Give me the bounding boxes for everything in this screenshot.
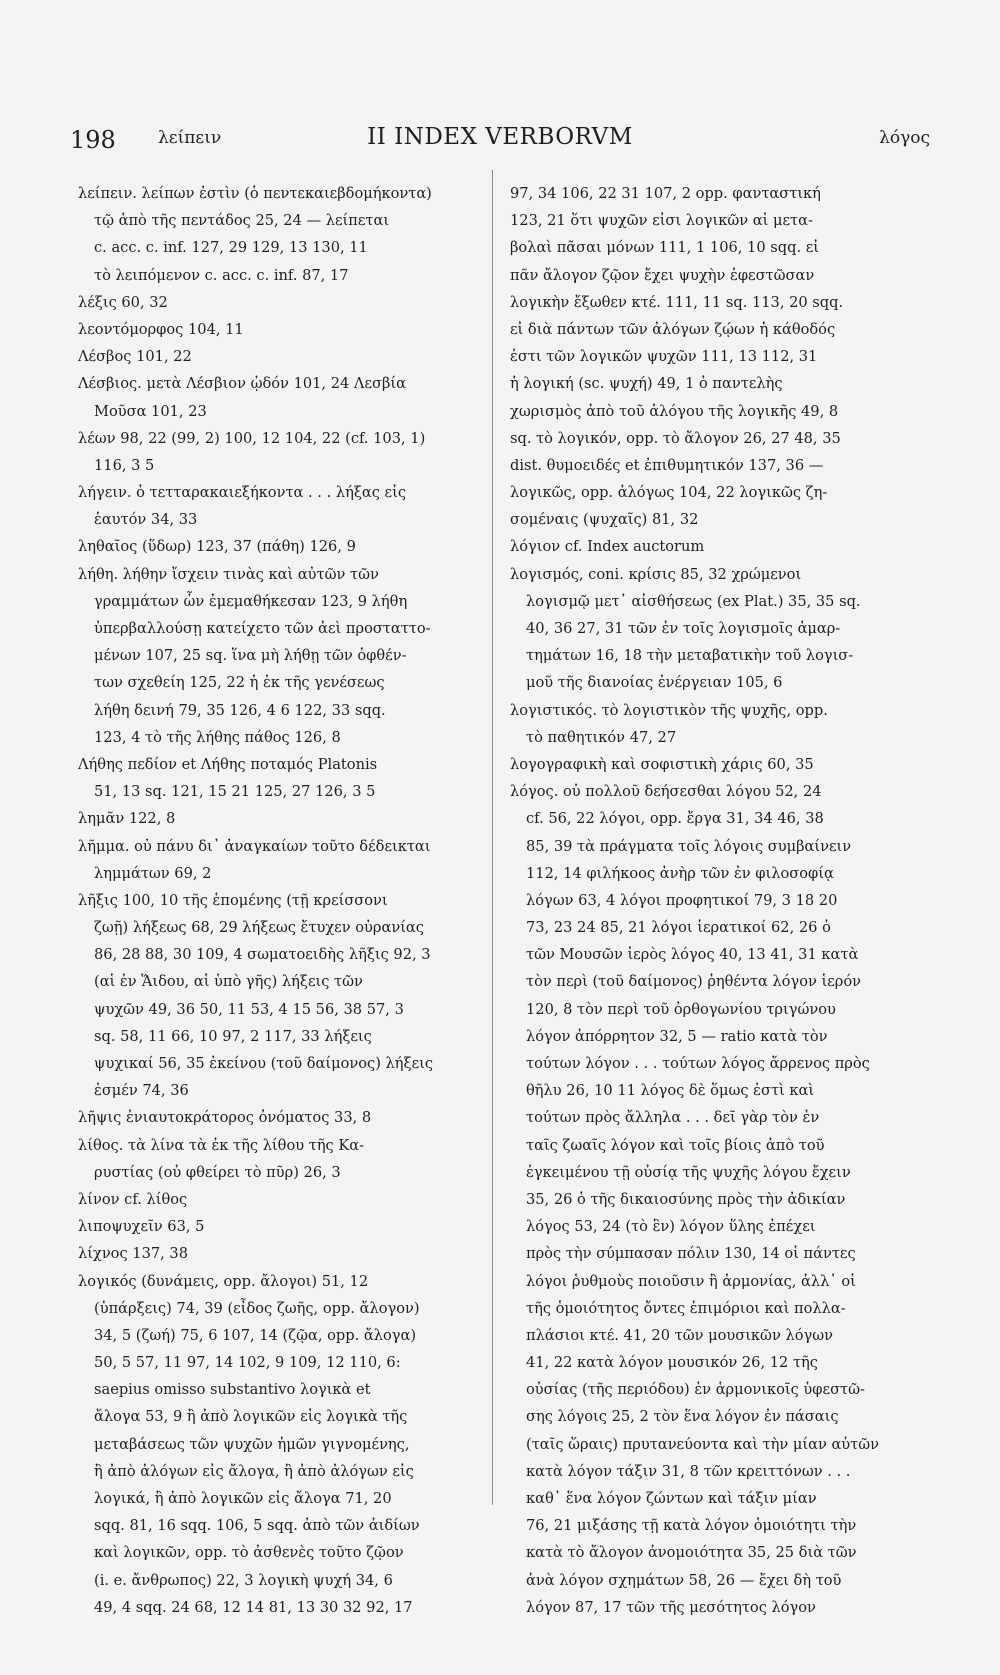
index-line: λίνον cf. λίθος <box>78 1190 188 1208</box>
index-line: 34, 5 (ζωή) 75, 6 107, 14 (ζῷα, opp. ἄλογα) <box>94 1326 417 1344</box>
index-line: λόγιον cf. Index auctorum <box>510 538 705 556</box>
index-line: τούτων λόγον . . . τούτων λόγος ἄρρενος πρὸς <box>526 1055 870 1072</box>
index-line: ρυστίας (οὐ φθείρει τὸ πῦρ) 26, 3 <box>94 1163 341 1181</box>
index-line: λίχνος 137, 38 <box>78 1245 188 1263</box>
index-line: τὸ λειπόμενον c. acc. c. inf. 87, 17 <box>94 266 349 284</box>
index-line: 123, 4 τὸ τῆς λήθης πάθος 126, 8 <box>94 728 341 746</box>
index-line: ψυχῶν 49, 36 50, 11 53, 4 15 56, 38 57, 3 <box>94 1000 404 1018</box>
index-line: λογικά, ἢ ἀπὸ λογικῶν εἰς ἄλογα 71, 20 <box>94 1490 392 1507</box>
column-divider <box>492 170 493 1505</box>
index-line: λημμάτων 69, 2 <box>94 864 212 882</box>
index-line: λόγον ἀπόρρητον 32, 5 — ratio κατὰ τὸν <box>526 1027 828 1045</box>
index-line: (αἱ ἐν Ἅιδου, αἱ ὑπὸ γῆς) λήξεις τῶν <box>94 973 363 991</box>
index-line: τὸ παθητικόν 47, 27 <box>526 728 677 746</box>
index-line: Λέσβος 101, 22 <box>78 348 192 366</box>
index-line: 41, 22 κατὰ λόγον μουσικόν 26, 12 τῆς <box>526 1354 818 1372</box>
index-line: λίθος. τὰ λίνα τὰ ἐκ τῆς λίθου τῆς Κα- <box>78 1136 365 1154</box>
index-line: (ὑπάρξεις) 74, 39 (εἶδος ζωῆς, opp. ἄλογον) <box>94 1299 420 1317</box>
index-line: λογικὴν ἔξωθεν κτέ. 111, 11 sq. 113, 20 sqq. <box>510 293 844 311</box>
index-line: λήθη. λήθην ἴσχειν τινὰς καὶ αὐτῶν τῶν <box>78 565 379 583</box>
index-line: 49, 4 sqq. 24 68, 12 14 81, 13 30 32 92, 17 <box>94 1598 413 1616</box>
index-line: 50, 5 57, 11 97, 14 102, 9 109, 12 110, 6: <box>94 1354 401 1372</box>
index-line: πρὸς τὴν σύμπασαν πόλιν 130, 14 οἱ πάντες <box>526 1245 856 1263</box>
index-line: εἰ διὰ πάντων τῶν ἀλόγων ζῴων ἡ κάθοδός <box>510 320 836 338</box>
index-line: λόγοι ῥυθμοὺς ποιοῦσιν ἢ ἁρμονίας, ἀλλ᾽ οἱ <box>526 1272 856 1290</box>
index-line: χωρισμὸς ἀπὸ τοῦ ἀλόγου τῆς λογικῆς 49, 8 <box>510 402 839 420</box>
index-line: οὐσίας (τῆς περιόδου) ἐν ἁρμονικοῖς ὑφεστῶ- <box>526 1381 865 1399</box>
index-line: ἄλογα 53, 9 ἢ ἀπὸ λογικῶν εἰς λογικὰ τῆς <box>94 1408 408 1426</box>
index-line: τὸν περὶ (τοῦ δαίμονος) ῥηθέντα λόγον ἱερόν <box>526 973 862 991</box>
index-line: λῆμμα. οὐ πάνυ δι᾽ ἀναγκαίων τοῦτο δέδεικται <box>78 837 431 855</box>
index-line: ἑαυτόν 34, 33 <box>94 511 198 529</box>
index-line: τημάτων 16, 18 τὴν μεταβατικὴν τοῦ λογισ- <box>526 647 854 665</box>
index-line: 35, 26 ὁ τῆς δικαιοσύνης πρὸς τὴν ἀδικίαν <box>526 1190 846 1208</box>
index-line: Λήθης πεδίον et Λήθης ποταμός Platonis <box>78 755 378 773</box>
index-line: καὶ λογικῶν, opp. τὸ ἀσθενὲς τοῦτο ζῷον <box>94 1544 404 1562</box>
index-line: λήγειν. ὁ τετταρακαιεξήκοντα . . . λήξας εἰς <box>78 484 407 502</box>
headword-right: λόγος <box>879 128 930 148</box>
page-title: II INDEX VERBORVM <box>367 124 633 150</box>
index-line: (i. e. ἄνθρωπος) 22, 3 λογικὴ ψυχή 34, 6 <box>94 1571 393 1589</box>
index-line: λέων 98, 22 (99, 2) 100, 12 104, 22 (cf. 103, 1) <box>78 429 426 447</box>
index-line: 120, 8 τὸν περὶ τοῦ ὀρθογωνίου τριγώνου <box>526 1000 836 1018</box>
index-line: λογικῶς, opp. ἀλόγως 104, 22 λογικῶς ζη- <box>510 484 828 502</box>
index-line: ἢ ἀπὸ ἀλόγων εἰς ἄλογα, ἢ ἀπὸ ἀλόγων εἰς <box>94 1462 414 1480</box>
index-line: τῆς ὁμοιότητος ὄντες ἐπιμόριοι καὶ πολλα- <box>526 1299 846 1317</box>
index-line: sq. 58, 11 66, 10 97, 2 117, 33 λήξεις <box>94 1027 372 1045</box>
index-line: saepius omisso substantivo λογικὰ et <box>94 1381 371 1399</box>
index-line: λογογραφικὴ καὶ σοφιστικὴ χάρις 60, 35 <box>510 755 814 773</box>
index-line: των σχεθείη 125, 22 ἡ ἐκ τῆς γενέσεως <box>94 674 385 692</box>
index-line: σομέναις (ψυχαῖς) 81, 32 <box>510 511 699 529</box>
index-line: ἐστι τῶν λογικῶν ψυχῶν 111, 13 112, 31 <box>510 348 818 366</box>
index-line: ταῖς ζωαῖς λόγον καὶ τοῖς βίοις ἀπὸ τοῦ <box>526 1136 825 1154</box>
index-line: 76, 21 μιξάσης τῇ κατὰ λόγον ὁμοιότητι τὴν <box>526 1517 857 1535</box>
index-line: τῷ ἀπὸ τῆς πεντάδος 25, 24 — λείπεται <box>94 212 390 230</box>
index-line: λογιστικός. τὸ λογιστικὸν τῆς ψυχῆς, opp. <box>510 701 828 719</box>
index-line: sqq. 81, 16 sqq. 106, 5 sqq. ἀπὸ τῶν ἀιδίων <box>94 1517 420 1535</box>
index-line: μεταβάσεως τῶν ψυχῶν ἡμῶν γιγνομένης, <box>94 1435 410 1453</box>
index-line: λόγον 87, 17 τῶν τῆς μεσότητος λόγον <box>526 1598 816 1616</box>
index-line: λήθη δεινή 79, 35 126, 4 6 122, 33 sqq. <box>94 701 386 719</box>
index-line: μένων 107, 25 sq. ἵνα μὴ λήθῃ τῶν ὀφθέν- <box>94 647 407 665</box>
index-line: πλάσιοι κτέ. 41, 20 τῶν μουσικῶν λόγων <box>526 1326 833 1344</box>
index-line: 40, 36 27, 31 τῶν ἐν τοῖς λογισμοῖς ἁμαρ- <box>526 620 841 637</box>
index-line: λογισμῷ μετ᾽ αἰσθήσεως (ex Plat.) 35, 35 sq. <box>526 592 861 610</box>
index-line: λογικός (δυνάμεις, opp. ἄλογοι) 51, 12 <box>78 1272 369 1290</box>
index-line: κατὰ λόγον τάξιν 31, 8 τῶν κρειττόνων . . . <box>526 1462 851 1480</box>
index-line: πᾶν ἄλογον ζῷον ἔχει ψυχὴν ἐφεστῶσαν <box>510 266 815 284</box>
index-line: 112, 14 φιλήκοος ἀνὴρ τῶν ἐν φιλοσοφίᾳ <box>526 864 834 882</box>
index-line: Λέσβιος. μετὰ Λέσβιον ᾠδόν 101, 24 Λεσβία <box>78 375 406 393</box>
index-line: λῆξις 100, 10 τῆς ἑπομένης (τῇ κρείσσονι <box>78 891 388 909</box>
index-line: ψυχικαί 56, 35 ἐκείνου (τοῦ δαίμονος) λήξεις <box>94 1055 434 1072</box>
index-line: ἐγκειμένου τῇ οὐσίᾳ τῆς ψυχῆς λόγου ἔχειν <box>526 1163 851 1181</box>
index-line: ἐσμέν 74, 36 <box>94 1082 189 1100</box>
index-line: κατὰ τὸ ἄλογον ἀνομοιότητα 35, 25 διὰ τῶν <box>526 1544 857 1562</box>
index-line: sq. τὸ λογικόν, opp. τὸ ἄλογον 26, 27 48, 35 <box>510 429 841 447</box>
left-column <box>78 180 478 1621</box>
index-line: (ταῖς ὥραις) πρυτανεύοντα καὶ τὴν μίαν αὐτῶν <box>526 1435 880 1453</box>
index-line: τούτων πρὸς ἄλληλα . . . δεῖ γὰρ τὸν ἐν <box>526 1109 820 1127</box>
index-line: 73, 23 24 85, 21 λόγοι ἱερατικοί 62, 26 ὁ <box>526 919 831 937</box>
index-line: 86, 28 88, 30 109, 4 σωματοειδὴς λῆξις 92, 3 <box>94 946 431 964</box>
index-line: γραμμάτων ὧν ἐμεμαθήκεσαν 123, 9 λήθη <box>94 592 408 610</box>
index-line: c. acc. c. inf. 127, 29 129, 13 130, 11 <box>94 239 368 257</box>
index-line: 51, 13 sq. 121, 15 21 125, 27 126, 3 5 <box>94 783 376 801</box>
index-line: καθ᾽ ἕνα λόγον ζώντων καὶ τάξιν μίαν <box>526 1490 817 1507</box>
index-line: μοῦ τῆς διανοίας ἐνέργειαν 105, 6 <box>526 674 783 692</box>
page-number: 198 <box>70 126 116 154</box>
index-line: λείπειν. λείπων ἐστὶν (ὁ πεντεκαιεβδομήκοντα) <box>78 185 432 202</box>
index-line: 85, 39 τὰ πράγματα τοῖς λόγοις συμβαίνειν <box>526 837 852 855</box>
index-line: θῆλυ 26, 10 11 λόγος δὲ ὅμως ἐστὶ καὶ <box>526 1082 815 1100</box>
index-line: λέξις 60, 32 <box>78 293 168 311</box>
running-header <box>70 122 930 156</box>
right-column <box>510 180 910 1621</box>
headword-left: λείπειν <box>158 128 222 148</box>
index-line: 116, 3 5 <box>94 456 155 474</box>
index-line: λῆψις ἐνιαυτοκράτορος ὀνόματος 33, 8 <box>78 1109 372 1127</box>
index-line: τῶν Μουσῶν ἱερὸς λόγος 40, 13 41, 31 κατὰ <box>526 946 859 964</box>
index-line: βολαὶ πᾶσαι μόνων 111, 1 106, 10 sqq. εἰ <box>510 239 819 257</box>
index-line: λόγων 63, 4 λόγοι προφητικοί 79, 3 18 20 <box>526 891 838 909</box>
index-line: ἡ λογική (sc. ψυχή) 49, 1 ὁ παντελὴς <box>510 375 783 393</box>
index-line: λόγος. οὐ πολλοῦ δεήσεσθαι λόγου 52, 24 <box>510 783 822 801</box>
index-line: λόγος 53, 24 (τὸ ἓν) λόγον ὕλης ἐπέχει <box>526 1218 816 1236</box>
index-line: cf. 56, 22 λόγοι, opp. ἔργα 31, 34 46, 38 <box>526 810 824 828</box>
index-line: ζωῇ) λήξεως 68, 29 λήξεως ἔτυχεν οὐρανίας <box>94 919 424 937</box>
index-line: λεοντόμορφος 104, 11 <box>78 320 244 338</box>
index-line: λογισμός, coni. κρίσις 85, 32 χρώμενοι <box>510 565 802 583</box>
index-line: 97, 34 106, 22 31 107, 2 opp. φανταστική <box>510 185 821 202</box>
index-line: λιποψυχεῖν 63, 5 <box>78 1218 205 1236</box>
index-line: Μοῦσα 101, 23 <box>94 402 207 420</box>
index-line: 123, 21 ὅτι ψυχῶν εἰσι λογικῶν αἱ μετα- <box>510 212 813 230</box>
index-line: σης λόγοις 25, 2 τὸν ἕνα λόγον ἐν πάσαις <box>526 1408 839 1426</box>
index-line: λημᾶν 122, 8 <box>78 810 176 828</box>
index-line: dist. θυμοειδές et ἐπιθυμητικόν 137, 36 — <box>510 456 824 474</box>
index-line: ὑπερβαλλούσῃ κατείχετο τῶν ἀεὶ προσταττο- <box>94 620 431 637</box>
index-line: ἀνὰ λόγον σχημάτων 58, 26 — ἔχει δὴ τοῦ <box>526 1571 842 1589</box>
index-line: ληθαῖος (ὕδωρ) 123, 37 (πάθη) 126, 9 <box>78 538 356 556</box>
